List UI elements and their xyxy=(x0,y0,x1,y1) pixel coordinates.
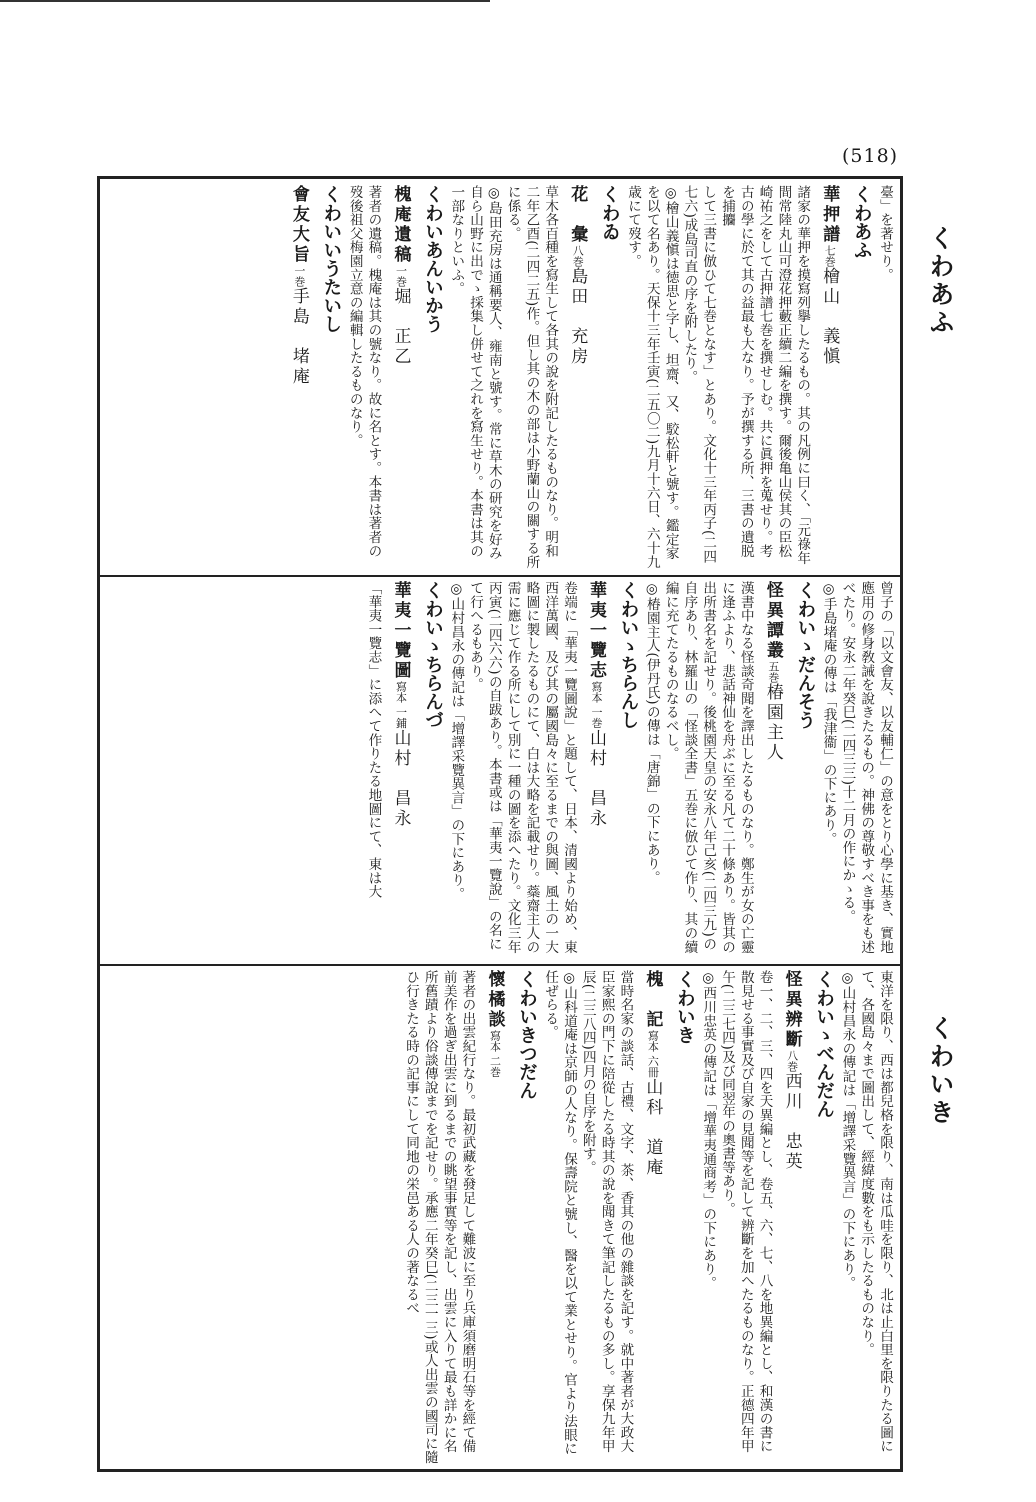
tier-content xyxy=(106,185,894,571)
entry-title-line xyxy=(759,581,787,959)
tier-content xyxy=(106,581,894,959)
entry-title: 華押譜 xyxy=(819,185,840,245)
entry-title-line xyxy=(778,970,806,1466)
entry-title: 怪異譚叢 xyxy=(762,581,783,661)
entry-author: 西川 忠英 xyxy=(781,1072,802,1172)
entry-description: ◎山科道庵は京師の人なり。保壽院と號し、醫を以て業とせり。官より法眼に任ぜらる。 xyxy=(542,970,578,1456)
entry-title-line xyxy=(582,581,610,959)
entry-volumes: 一巻 xyxy=(394,265,408,287)
running-head-top: くわあふ xyxy=(926,225,955,337)
entry-description: 曾子の「以文會友、以友輔仁」の意をとり心學に基き、實地應用の修身敎誡を說きたるもの。神佛の尊敬すべき事をも述べたり。安永二年癸巳(二四三三)十二月の作にかゝる。 xyxy=(839,581,893,954)
entry-description: 卷一、二、三、四を天異編とし、卷五、六、七、八を地異編とし、和漢の書に散見せる事實及び自家の見聞等を記して辨斷を加へたるものなり。正德四年甲午(二三七四)及び同翌年の奧書等あり。 xyxy=(719,970,773,1453)
entry-author: 山村 昌永 xyxy=(390,728,411,829)
entry-volumes: 七巻 xyxy=(823,245,837,267)
entry-volumes: 寫本 六冊 xyxy=(646,1030,660,1078)
text-tier-upper xyxy=(106,185,894,571)
entry-author: 山科 道庵 xyxy=(642,1077,663,1178)
entry-description: 「華夷一覽志」に添へて作りたる地圖にて、東は大 xyxy=(365,581,382,899)
tier-divider xyxy=(100,575,900,577)
entry-title: 華夷一覽志 xyxy=(586,581,607,681)
entry-description: ◎檜山義愼は徳思と字し、坦齋、又、駮松軒と號す。鑑定家を以て名あり。天保十三年壬寅(二五〇二)九月十六日、六十九歳にて歿す。 xyxy=(625,185,679,569)
entry-heading: くわいゝちらんし xyxy=(618,581,640,729)
entry-author: 山村 昌永 xyxy=(586,728,607,829)
entry-title: 槐 記 xyxy=(642,970,663,1030)
entry-heading: くわあふ xyxy=(851,185,873,259)
top-edge-rule xyxy=(0,0,490,2)
entry-description: ◎手島堵庵の傳は「我津衞」の下にあり。 xyxy=(820,581,837,846)
entry-description: ◎椿園主人(伊丹氏)の傳は「唐錦」の下にあり。 xyxy=(643,581,660,885)
entry-heading: くわいいうたいし xyxy=(320,185,342,333)
entry-heading: くわいきつだん xyxy=(516,970,538,1100)
entry-volumes: 寫本 一巻 xyxy=(590,681,604,729)
entry-title-line xyxy=(638,970,666,1466)
running-head-bottom: くわいき xyxy=(926,1015,955,1127)
entry-heading: くわいき xyxy=(674,970,696,1044)
entry-volumes: 八巻 xyxy=(571,245,585,267)
entry-volumes: 一巻 xyxy=(292,265,306,287)
entry-title: 華夷一覽圖 xyxy=(390,581,411,681)
entry-description: 東洋を限り、西は都兒格を限り、南は瓜哇を限り、北は止白里を限りたる圖にて、各國島々まで圖出して、經緯度數をも示したるものなり。 xyxy=(858,970,893,1453)
entry-description: ◎山村昌永の傳記は「增譯采覽異言」の下にあり。 xyxy=(839,970,856,1290)
entry-author: 檜山 義愼 xyxy=(819,267,840,367)
entry-author: 手島 堵庵 xyxy=(288,287,309,387)
text-tier-lower xyxy=(106,970,894,1466)
entry-title-line xyxy=(285,185,313,571)
entry-title-line xyxy=(815,185,843,571)
tier-divider xyxy=(100,964,900,966)
entry-heading: くわいゝだんそう xyxy=(794,581,816,729)
entry-author: 堀 正乙 xyxy=(390,287,411,367)
entry-description: 草木各百種を寫生して各其の說を附記したるものなり。明和二年乙酉(二四二五)作。但し其の木の部は小野蘭山の關する所に係る。 xyxy=(504,185,559,569)
entry-title-line xyxy=(386,581,414,959)
entry-description: 卷端に「華夷一覽圖說」と題して、日本、清國より始め、東西洋萬國、及び其の屬國島々に至るまでの與圖、風土の一大略圖に製したるものにて、白は大略を記載せり。蘂齋主人の需に應じて作る所にして別に一種の圖を添へたり。文化三年丙寅(二四六六)の自跋あり。本書或は「華夷一覽說」の名にて行へるもあり。 xyxy=(467,581,578,954)
entry-description: 漢書中なる怪談奇聞を譯出したるものなり。鄭生が女の亡靈に逢ふより、悲話神仙を舟ぶに至る凡て二十條あり。皆其の出所書名を記せり。後桃園天皇の安永八年己亥(二四三九)の自序あり、林羅山の「怪談全書」五巻に倣ひて作り、其の續編に充てたるものなるべし。 xyxy=(662,581,754,954)
entry-description: 著者の出雲紀行なり。最初武藏を發足して難波に至り兵庫須磨明石等を經て備前美作を過ぎ出雲に到るまでの眺望事實等を記し、出雲に入りて最も詳かに名所舊蹟より俗談傳說までを記せり。承應二年癸巳(二三一三)或人出雲の國司に隨ひ行きたる時の記事にして同地の栄邑ある人の著なるべ xyxy=(403,970,476,1465)
entry-heading: くわいあんいかう xyxy=(422,185,444,333)
entry-title-line xyxy=(386,185,414,571)
entry-heading: くわいゝちらんづ xyxy=(422,581,444,729)
text-tier-middle xyxy=(106,581,894,959)
entry-volumes: 五巻 xyxy=(766,661,780,683)
page-frame xyxy=(97,176,903,1472)
entry-description: 著者の遺稿。槐庵は其の號なり。故に名とす。本書は著者の歿後祖父梅園立意の編輯したるものなり。 xyxy=(346,185,382,558)
tier-content xyxy=(106,970,894,1466)
page-number: (518) xyxy=(842,145,899,167)
entry-title-line xyxy=(480,970,508,1466)
entry-author: 椿園主人 xyxy=(762,683,783,763)
entry-title: 槐庵遺稿 xyxy=(390,185,411,265)
entry-description: 諸家の華押を摸寫列擧したるもの。其の凡例に曰く、「元祿年間常陸丸山可澄花押藪正續二編を撰す。爾後亀山侯其の臣松崎祐之をして古押譜七巻を撰せしむ。共に眞押を蒐せり。考古の學に於て其の益最も大なり。予が撰する所、三書の遺脱を捕攟 xyxy=(719,185,811,565)
entry-description: して三書に倣ひて七巻となす」とあり。文化十三年丙子(二四七六)成島司直の序を附したり。 xyxy=(681,185,717,564)
entry-description: 當時名家の談話、古禮、文字、茶、香其の他の雜談を記す。就中著者が大政大臣家熙の門下に陪從したる時其の說を聞きて筆記したるもの多し。享保九年甲辰(二三八四)四月の自序を附す。 xyxy=(579,970,634,1453)
entry-author: 島田 充房 xyxy=(567,267,588,367)
entry-title: 花 彙 xyxy=(567,185,588,245)
entry-heading: くわゐ xyxy=(599,185,621,241)
entry-description: 臺」を著せり。 xyxy=(877,185,893,282)
entry-title: 怪異辨斷 xyxy=(781,970,802,1050)
entry-volumes: 寫本 二巻 xyxy=(488,1030,502,1078)
entry-volumes: 寫本 一鋪 xyxy=(394,681,408,729)
entry-description: ◎島田充房は通稱要人、雍南と號す。常に草木の研究を好み自ら山野に出でゝ採集し併せて之れを寫生せり。本書は其の一部なりといふ。 xyxy=(448,185,502,560)
entry-description: ◎西川忠英の傳記は「增華夷通商考」の下にあり。 xyxy=(700,970,717,1290)
entry-title-line xyxy=(563,185,591,571)
entry-title: 會友大旨 xyxy=(288,185,309,265)
entry-title: 懷橘談 xyxy=(484,970,505,1030)
entry-description: ◎山村昌永の傳記は「增譯采覽異言」の下にあり。 xyxy=(448,581,465,901)
entry-volumes: 八巻 xyxy=(785,1050,799,1072)
entry-heading: くわいゝべんだん xyxy=(813,970,835,1118)
